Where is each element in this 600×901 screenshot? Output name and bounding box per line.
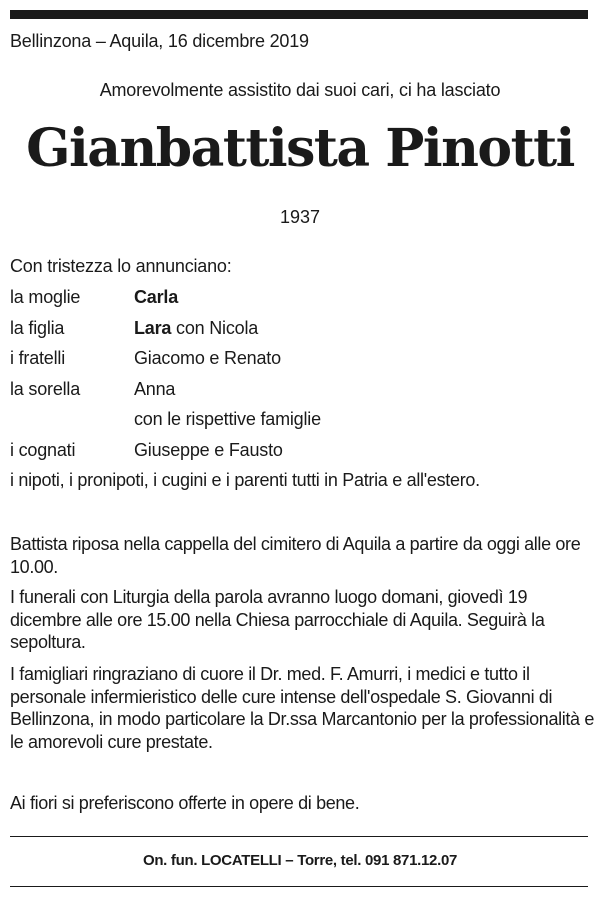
relative-name-rest: Giuseppe e Fausto <box>134 439 283 460</box>
paragraph-funeral: I funerali con Liturgia della parola avranno luogo domani, giovedì 19 dicembre alle ore 15.00 nella Chiesa parrocchiale di Aquila. Seguirà la sepoltura. <box>10 587 545 653</box>
relative-name-bold: Lara <box>134 317 172 338</box>
relative-name-rest: Anna <box>134 378 176 399</box>
footer-rule-top <box>10 836 588 837</box>
relative-names <box>134 286 178 308</box>
relative-row <box>10 347 590 378</box>
relative-row <box>10 286 590 317</box>
relative-name-rest: con le rispettive famiglie <box>134 409 321 429</box>
relative-role: i cognati <box>10 439 76 460</box>
relative-name-rest: con Nicola <box>171 317 259 338</box>
relative-row <box>10 317 590 348</box>
relative-names <box>134 347 281 369</box>
relative-name-bold: Carla <box>134 287 179 307</box>
relative-role: la sorella <box>10 378 81 399</box>
paragraph-flowers: Ai fiori si preferiscono offerte in opere di bene. <box>10 793 360 813</box>
relative-names <box>134 317 258 339</box>
relative-names <box>134 408 321 430</box>
relative-row <box>10 378 590 409</box>
funeral-home-footer: On. fun. LOCATELLI – Torre, tel. 091 871.12.07 <box>142 852 458 869</box>
deceased-name: Gianbattista Pinotti <box>26 118 574 179</box>
extended-family: i nipoti, i pronipoti, i cugini e i parenti tutti in Patria e all'estero. <box>10 470 480 490</box>
intro-line: Amorevolmente assistito dai suoi cari, ci ha lasciato <box>99 80 501 100</box>
paragraph-chapel: Battista riposa nella cappella del cimitero di Aquila a partire da oggi alle ore 10.00. <box>10 534 581 577</box>
relative-row <box>10 408 590 439</box>
relative-role: la figlia <box>10 317 65 338</box>
relative-names <box>134 378 175 400</box>
relative-names <box>134 439 283 461</box>
relative-row <box>10 439 590 470</box>
birth-year: 1937 <box>279 207 321 227</box>
top-rule <box>10 10 588 19</box>
relatives-list <box>10 286 590 469</box>
relative-role: i fratelli <box>10 348 66 368</box>
relative-role: la moglie <box>10 287 81 307</box>
paragraph-thanks: I famigliari ringraziano di cuore il Dr. med. F. Amurri, i medici e tutto il personale infermieristico delle cure intense dell'ospedale S. Giovanni di Bellinzona, in modo particolare la Dr.ssa Marcantonio per la professionalità e le amorevoli cure prestate. <box>10 664 595 753</box>
announcement: Con tristezza lo annunciano: <box>10 256 232 276</box>
relative-name-rest: Giacomo e Renato <box>134 348 281 368</box>
dateline: Bellinzona – Aquila, 16 dicembre 2019 <box>10 31 309 51</box>
footer-rule-bottom <box>10 886 588 887</box>
